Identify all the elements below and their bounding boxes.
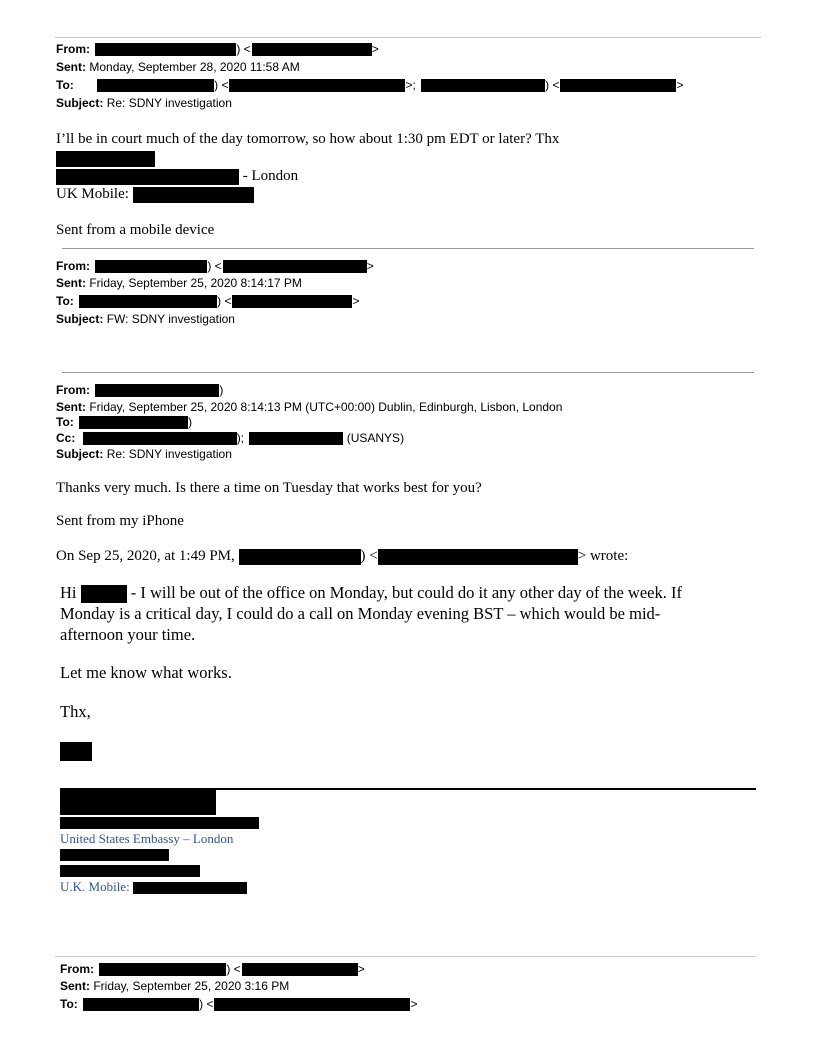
- separator-text: >: [357, 962, 365, 976]
- separator-top: [55, 37, 761, 38]
- redaction: [95, 43, 236, 56]
- subject-value: FW: SDNY investigation: [106, 312, 235, 326]
- redaction: [56, 169, 239, 185]
- redaction: [97, 79, 214, 92]
- signature-title-row: [56, 168, 298, 185]
- email3-body-line: Thanks very much. Is there a time on Tuesday that works best for you?: [56, 480, 482, 496]
- redaction: [252, 43, 372, 56]
- quote-intro: [56, 548, 628, 565]
- quoted-line-1: [60, 582, 682, 603]
- separator-text: );: [236, 431, 245, 445]
- email2-sent-row: [56, 274, 302, 292]
- redaction: [99, 963, 226, 976]
- email4-to-row: [60, 995, 417, 1013]
- redaction: [214, 998, 410, 1011]
- email2-from-row: [56, 257, 374, 275]
- to-label: To:: [56, 78, 74, 92]
- email1-from-row: [56, 40, 379, 58]
- sent-value: Monday, September 28, 2020 11:58 AM: [89, 60, 300, 74]
- separator-text: ) <: [226, 962, 241, 976]
- separator-text: >: [366, 259, 374, 273]
- sent-label: Sent:: [60, 979, 90, 993]
- redaction: [81, 585, 127, 603]
- redaction: [83, 432, 237, 445]
- separator-text: >: [676, 78, 684, 92]
- sent-label: Sent:: [56, 400, 86, 414]
- email1-to-row: [56, 76, 684, 94]
- redaction: [83, 998, 199, 1011]
- subject-label: Subject:: [56, 312, 104, 326]
- redaction: [95, 384, 219, 397]
- signature-name-redaction: [56, 151, 155, 167]
- email1-body-line: I’ll be in court much of the day tomorrow, so how about 1:30 pm EDT or later? Thx: [56, 131, 560, 147]
- from-label: From:: [56, 42, 90, 56]
- separator-text: >;: [405, 78, 416, 92]
- signature-location: - London: [242, 168, 299, 184]
- signature-name-redaction: [60, 790, 216, 815]
- email2-to-row: [56, 292, 359, 310]
- separator-text: ) <: [207, 259, 222, 273]
- email4-from-row: [60, 960, 365, 978]
- subject-value: Re: SDNY investigation: [106, 447, 232, 461]
- subject-label: Subject:: [56, 447, 104, 461]
- separator: [62, 248, 754, 249]
- separator-text: ): [188, 415, 193, 429]
- redaction: [79, 416, 188, 429]
- email3-subject-row: [56, 445, 232, 463]
- redaction: [249, 432, 343, 445]
- sent-value: Friday, September 25, 2020 3:16 PM: [93, 979, 290, 993]
- from-label: From:: [60, 962, 94, 976]
- cc-org: (USANYS): [346, 431, 405, 445]
- to-label: To:: [56, 415, 74, 429]
- from-label: From:: [56, 383, 90, 397]
- quoted-thx: Thx,: [60, 702, 91, 721]
- separator-text: ) <: [236, 42, 251, 56]
- subject-label: Subject:: [56, 96, 104, 110]
- quoted-line-3: afternoon your time.: [60, 625, 196, 644]
- separator-text: ) <: [217, 294, 232, 308]
- sent-value: Friday, September 25, 2020 8:14:13 PM (UTC+00:00) Dublin, Edinburgh, Lisbon, London: [89, 400, 563, 414]
- separator-text: ) <: [214, 78, 229, 92]
- separator-text: >: [352, 294, 360, 308]
- quote-intro-text: > wrote:: [577, 548, 629, 564]
- sent-value: Friday, September 25, 2020 8:14:17 PM: [89, 276, 302, 290]
- redaction: [133, 882, 247, 894]
- signature-mobile-row: [60, 879, 247, 895]
- signature-title-redaction: [60, 817, 259, 829]
- separator: [55, 956, 756, 957]
- sent-label: Sent:: [56, 276, 86, 290]
- separator-text: >: [371, 42, 379, 56]
- redaction: [421, 79, 545, 92]
- email1-subject-row: [56, 94, 232, 112]
- separator-text: >: [410, 997, 418, 1011]
- email3-from-row: [56, 381, 223, 399]
- subject-value: Re: SDNY investigation: [106, 96, 232, 110]
- quoted-greeting: Hi: [60, 583, 77, 602]
- quoted-signature-redaction: [60, 742, 92, 761]
- quoted-let-me-know: Let me know what works.: [60, 663, 232, 682]
- separator: [62, 372, 754, 373]
- quoted-line-2: Monday is a critical day, I could do a call on Monday evening BST – which would be mid-: [60, 604, 661, 623]
- cc-label: Cc:: [56, 431, 76, 445]
- signature-address-redaction: [60, 849, 169, 861]
- separator-text: ): [219, 383, 224, 397]
- separator-text: ) <: [545, 78, 560, 92]
- signature-mobile-row: [56, 186, 254, 203]
- email1-footer: Sent from a mobile device: [56, 222, 215, 238]
- redaction: [95, 260, 207, 273]
- mobile-label: UK Mobile:: [56, 186, 129, 202]
- redaction: [133, 187, 254, 203]
- email3-footer: Sent from my iPhone: [56, 513, 184, 529]
- signature-phone-redaction: [60, 865, 200, 877]
- email4-sent-row: [60, 977, 289, 995]
- redaction: [378, 549, 578, 565]
- to-label: To:: [60, 997, 78, 1011]
- redaction: [232, 295, 352, 308]
- redaction: [79, 295, 217, 308]
- embassy-name: United States Embassy – London: [60, 831, 234, 846]
- redaction: [239, 549, 361, 565]
- email1-sent-row: [56, 58, 300, 76]
- redaction: [229, 79, 405, 92]
- quote-intro-text: On Sep 25, 2020, at 1:49 PM,: [56, 548, 235, 564]
- to-label: To:: [56, 294, 74, 308]
- email2-subject-row: [56, 310, 235, 328]
- sent-label: Sent:: [56, 60, 86, 74]
- redaction: [223, 260, 367, 273]
- from-label: From:: [56, 259, 90, 273]
- quoted-text: - I will be out of the office on Monday, but could do it any other day of the week. If: [130, 583, 682, 602]
- redaction: [560, 79, 676, 92]
- mobile-label: U.K. Mobile:: [60, 879, 130, 894]
- separator-text: ) <: [360, 548, 378, 564]
- separator-text: ) <: [199, 997, 214, 1011]
- redaction: [242, 963, 358, 976]
